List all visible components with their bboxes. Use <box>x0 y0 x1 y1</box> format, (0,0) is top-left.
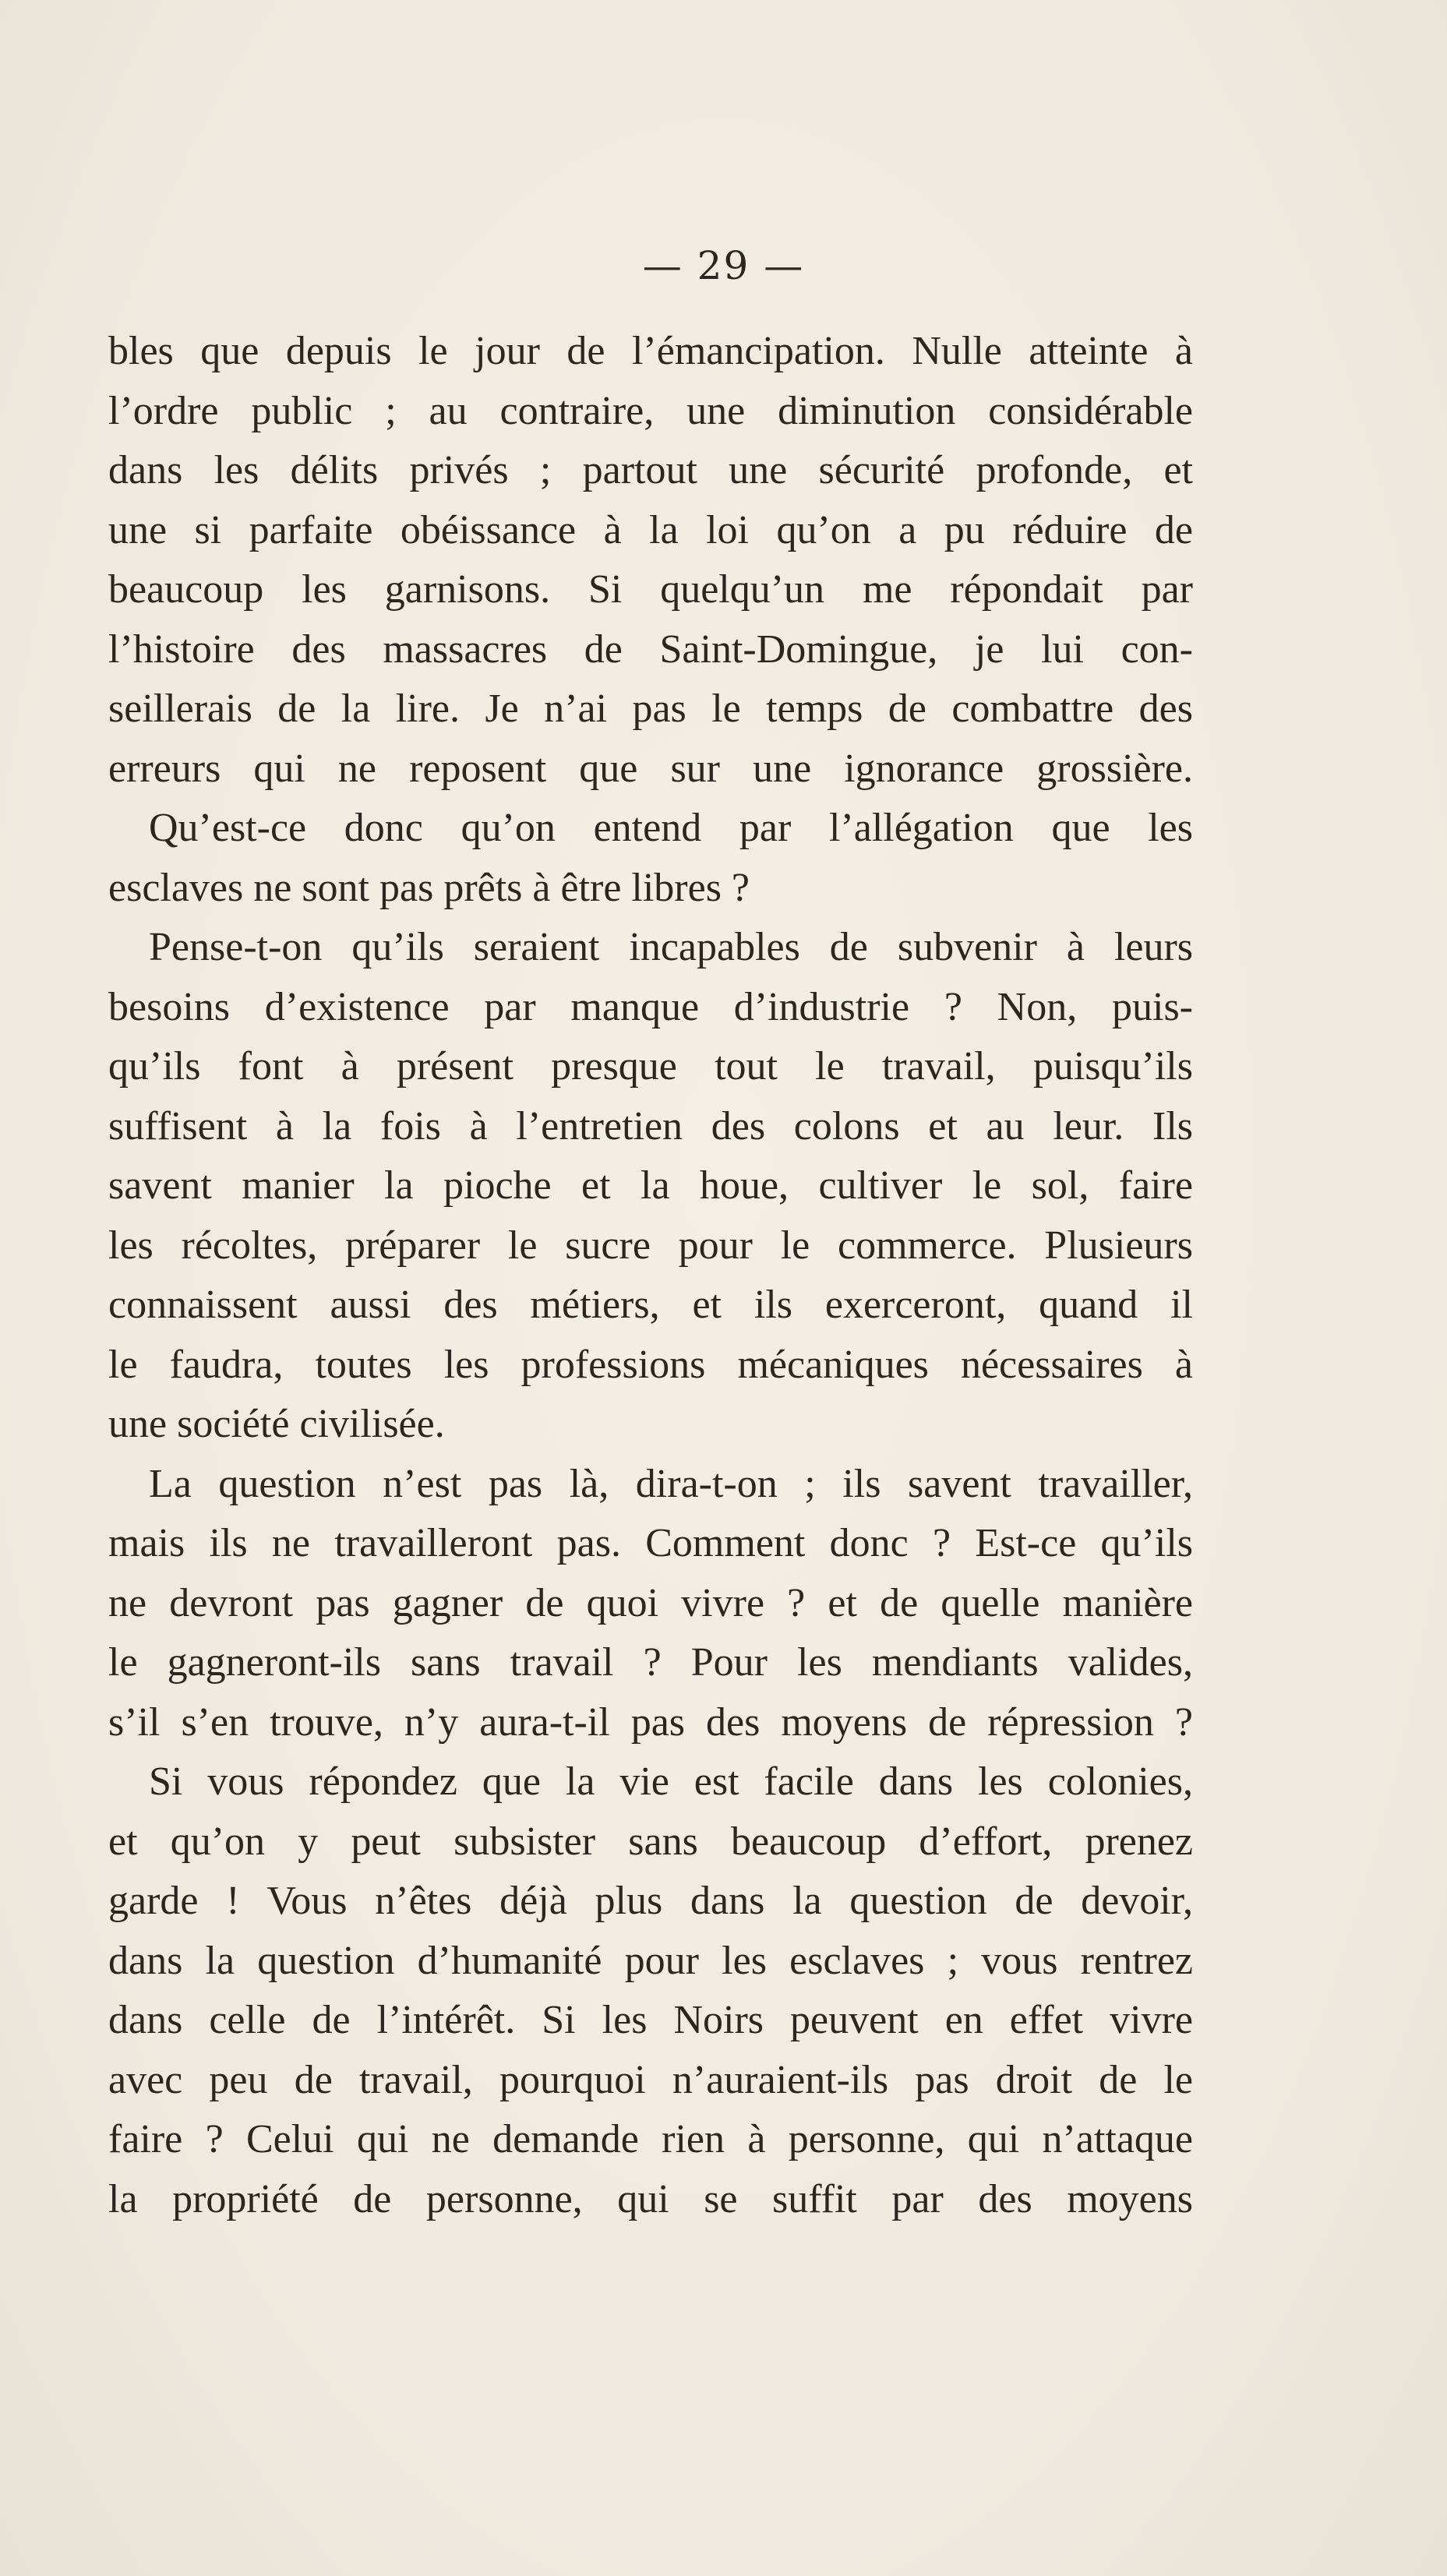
text-line: avec peu de travail, pourquoi n’auraient-ils pas droit de le <box>108 2057 1193 2102</box>
text-line: une société civilisée. <box>108 1402 445 1446</box>
text-line: dans la question d’humanité pour les esclaves ; vous rentrez <box>108 1938 1193 1983</box>
text-line: Pense-t-on qu’ils seraient incapables de subvenir à leurs <box>149 925 1193 969</box>
text-line: une si parfaite obéissance à la loi qu’on a pu réduire de <box>108 507 1193 552</box>
text-line: Si vous répondez que la vie est facile dans les colonies, <box>149 1759 1193 1804</box>
text-line: ne devront pas gagner de quoi vivre ? et de quelle manière <box>108 1580 1193 1625</box>
text-line: suffisent à la fois à l’entretien des colons et au leur. Ils <box>108 1103 1193 1149</box>
text-line: bles que depuis le jour de l’émancipation. Nulle atteinte à <box>108 329 1193 373</box>
text-line: connaissent aussi des métiers, et ils exerceront, quand il <box>108 1283 1193 1327</box>
text-line: s’il s’en trouve, n’y aura-t-il pas des moyens de répression ? <box>108 1699 1193 1745</box>
text-line: l’histoire des massacres de Saint-Domingue, je lui con- <box>108 626 1193 672</box>
text-line: garde ! Vous n’êtes déjà plus dans la question de devoir, <box>108 1879 1193 1923</box>
text-line: dans celle de l’intérêt. Si les Noirs peuvent en effet vivre <box>108 1998 1193 2042</box>
text-line: le faudra, toutes les professions mécaniques nécessaires à <box>108 1342 1193 1387</box>
text-line: la propriété de personne, qui se suffit par des moyens <box>108 2176 1193 2221</box>
text-line: beaucoup les garnisons. Si quelqu’un me répondait par <box>108 567 1193 612</box>
text-line: La question n’est pas là, dira-t-on ; ils savent travailler, <box>149 1461 1193 1506</box>
text-line: faire ? Celui qui ne demande rien à personne, qui n’attaque <box>108 2117 1193 2161</box>
page-number: — 29 — <box>642 243 805 288</box>
text-line: erreurs qui ne reposent que sur une ignorance grossière. <box>108 746 1193 791</box>
text-line: qu’ils font à présent presque tout le travail, puisqu’ils <box>108 1044 1193 1089</box>
text-line: esclaves ne sont pas prêts à être libres ? <box>108 865 750 910</box>
text-line: le gagneront-ils sans travail ? Pour les mendiants valides, <box>108 1640 1193 1685</box>
text-line: dans les délits privés ; partout une sécurité profonde, et <box>108 448 1193 492</box>
text-line: l’ordre public ; au contraire, une diminution considérable <box>108 388 1193 433</box>
body-text <box>108 322 1193 2229</box>
text-line: Qu’est-ce donc qu’on entend par l’allégation que les <box>149 806 1193 850</box>
text-line: les récoltes, préparer le sucre pour le commerce. Plusieurs <box>108 1223 1193 1268</box>
text-line: savent manier la pioche et la houe, cultiver le sol, faire <box>108 1163 1193 1208</box>
text-line: et qu’on y peut subsister sans beaucoup d’effort, prenez <box>108 1819 1193 1864</box>
text-line: seillerais de la lire. Je n’ai pas le temps de combattre des <box>108 686 1193 731</box>
text-line: besoins d’existence par manque d’industrie ? Non, puis- <box>108 984 1193 1029</box>
text-line: mais ils ne travailleront pas. Comment donc ? Est-ce qu’ils <box>108 1521 1193 1565</box>
